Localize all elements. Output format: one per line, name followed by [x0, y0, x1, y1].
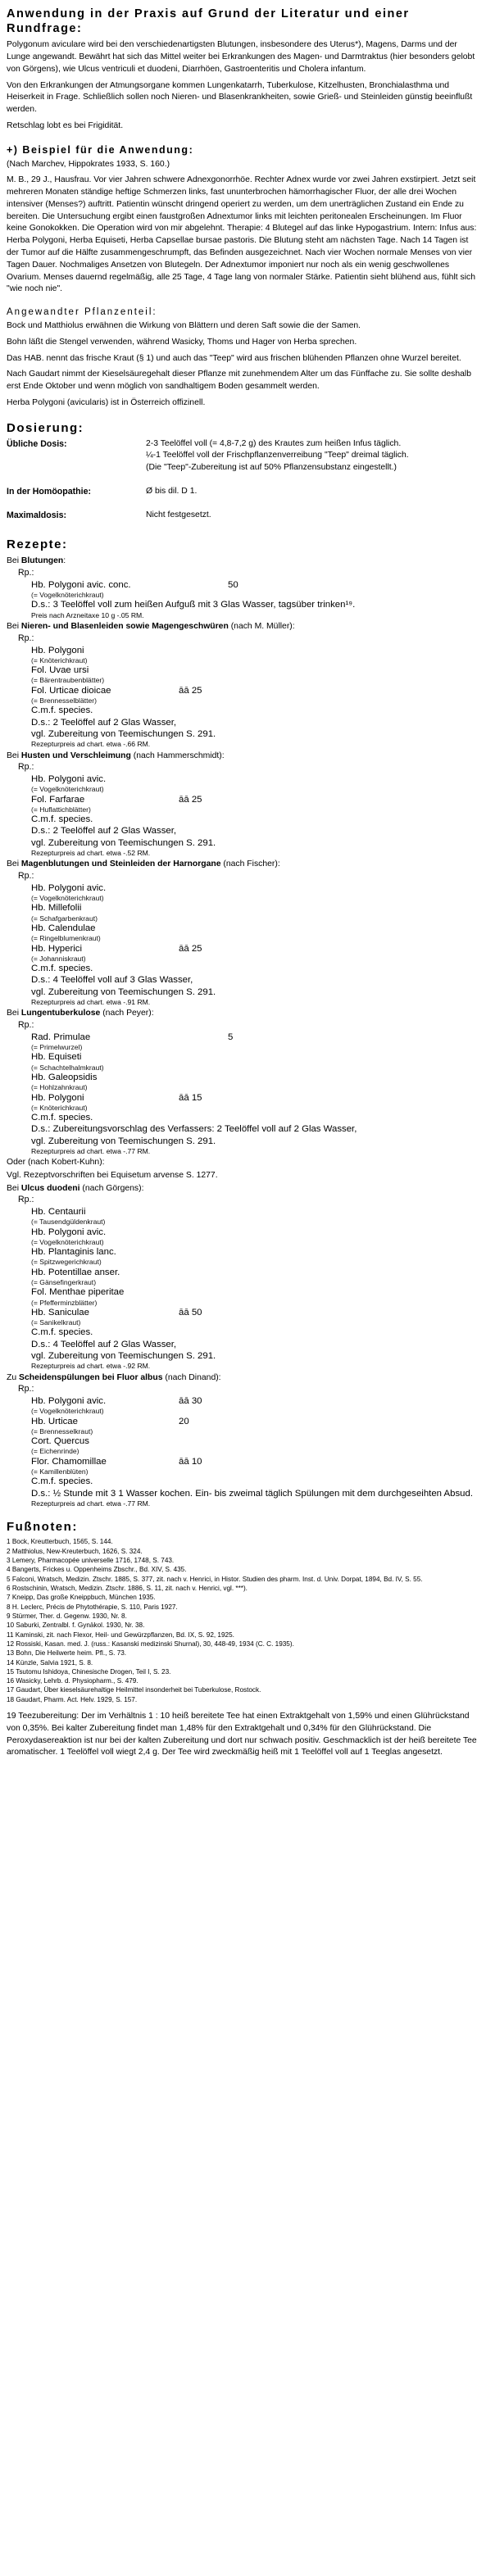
rezepte-heading: Rezepte: [7, 537, 68, 552]
ingredient-quantity [179, 814, 228, 825]
beispiel-source: (Nach Marchev, Hippokrates 1933, S. 160.) [7, 159, 170, 169]
recipe-directions: D.s.: Zubereitungsvorschlag des Verfassers: 2 Teelöffel voll auf 2 Glas Wasser, [31, 1124, 357, 1135]
ingredient-name: Hb. Polygoni [31, 645, 84, 655]
footnote-item: 5 Falconi, Wratsch, Medizin. Ztschr. 1885, S. 377, zit. nach v. Henrici, in Histor. Studien des pharm. Inst. d. Univ. Dorpat, 1894, Bd. IV, S. 55. [7, 1575, 423, 1583]
recipe-rp-label: Rp.: [18, 871, 34, 882]
ingredient-synonym: (= Kamillenblüten) [31, 1467, 89, 1476]
intro-paragraph: Von den Erkrankungen der Atmungsorgane kommen Lungenkatarrh, Tuberkulose, Kitzelhusten, Bronchialasthma und Heiserkeit in Frage. Schließlich sollen noch Nieren- und Blasenkrankheiten, sowie Grieß- und Steinleiden günstig beeinflußt werden. [7, 80, 473, 115]
ingredient-quantity [179, 1327, 228, 1338]
ingredient-amount [228, 664, 277, 676]
recipe-price: Rezepturpreis ad chart. etwa -.77 RM. [31, 1499, 151, 1508]
ingredient-name: Hb. Polygoni avic. [31, 1396, 107, 1407]
ingredient-amount [228, 1435, 277, 1447]
footnote-item: 2 Matthiolus, New-Kreuterbuch, 1626, S. 324. [7, 1547, 143, 1555]
ingredient-name: Hb. Polygoni avic. [31, 1227, 107, 1237]
ingredient-name: C.m.f. species. [31, 1476, 93, 1487]
recipe-indication-bold: Blutungen [20, 556, 64, 566]
ingredient-quantity [179, 1112, 228, 1123]
intro-section [7, 39, 479, 132]
ingredient-name: Hb. Polygoni avic. [31, 774, 107, 785]
dosierung-table [7, 438, 479, 527]
ingredient-quantity [179, 1476, 228, 1487]
recipe-source: (nach Görgens): [79, 1183, 144, 1193]
ingredient-synonym: (= Knöterichkraut) [31, 655, 88, 664]
ingredient-quantity [179, 902, 228, 914]
ingredient-name: C.m.f. species. [31, 964, 93, 974]
recipe-indication-bold: Scheidenspülungen bei Fluor albus [19, 1372, 163, 1382]
dose-row [7, 486, 479, 503]
ingredient-name: Flor. Chamomillae [31, 1456, 107, 1467]
ingredient-amount [228, 1307, 277, 1318]
ingredient-quantity [179, 1032, 228, 1043]
ingredient-synonym: (= Hohlzahnkraut) [31, 1083, 88, 1092]
ingredient-synonym: (= Tausendgüldenkraut) [31, 1218, 106, 1227]
fussnoten-heading: Fußnoten: [7, 1520, 78, 1535]
ingredient-row [31, 1032, 479, 1043]
footnote-item: 17 Gaudart, Über kieselsäurehaltige Heilmittel insonderheit bei Tuberkulose, Rostock. [7, 1686, 261, 1694]
recipe-indication [7, 620, 479, 633]
ingredient-quantity [179, 1246, 228, 1258]
ingredient-amount [228, 923, 277, 934]
recipe-rp-label: Rp.: [18, 568, 34, 578]
ingredient-name: Fol. Uvae ursi [31, 665, 89, 676]
ingredient-amount [228, 1456, 277, 1467]
ingredient-row [31, 1246, 479, 1258]
recipe-directions: D.s.: 4 Teelöffel auf 2 Glas Wasser, [31, 1339, 177, 1349]
footnote-item: 6 Rostschinin, Wratsch, Medizin. Ztschr. 1886, S. 11, zit. nach v. Henrici, vgl. ***). [7, 1585, 248, 1593]
recipe-directions: D.s.: 4 Teelöffel voll auf 3 Glas Wasser, [31, 975, 193, 986]
dose-line: 2-3 Teelöffel voll (= 4,8-7,2 g) des Krautes zum heißen Infus täglich. [146, 438, 402, 448]
ingredient-row [31, 943, 479, 955]
pflanzenteil-paragraph: Das HAB. nennt das frische Kraut (§ 1) und auch das "Teep" wird aus frischen blühenden Pflanzen ohne Wurzel bereitet. [7, 353, 461, 363]
ingredient-name: Hb. Galeopsidis [31, 1072, 98, 1082]
recipe-directions: D.s.: ½ Stunde mit 3 1 Wasser kochen. Ein- bis zweimal täglich Spülungen mit dem durchgeseihten Absud. [31, 1488, 474, 1499]
ingredient-name: Fol. Urticae dioicae [31, 685, 111, 696]
recipe-indication [7, 555, 479, 568]
ingredient-quantity [179, 923, 228, 934]
ingredient-quantity: āā 30 [179, 1396, 202, 1407]
recipe-block [7, 858, 479, 1007]
footnote-item: 16 Wasicky, Lehrb. d. Physiopharm., S. 479. [7, 1677, 139, 1685]
ingredient-amount: 50 [228, 579, 238, 590]
ingredient-synonym: (= Knöterichkraut) [31, 1103, 88, 1112]
recipe-prefix: Bei [7, 751, 21, 760]
ingredient-amount [228, 882, 277, 894]
footnote-item: 12 Rossiski, Kasan. med. J. (russ.: Kasanski medizinski Shurnal), 30, 448-49, 1934 (C. C. 1935). [7, 1639, 294, 1648]
recipe-block [7, 1007, 479, 1181]
ingredient-amount [228, 1395, 277, 1407]
dose-row [7, 438, 479, 479]
recipe-block [7, 620, 479, 749]
ingredient-row [31, 1206, 479, 1218]
ingredient-quantity: āā 10 [179, 1456, 202, 1467]
ingredient-row [31, 882, 479, 894]
recipe-indication-bold: Lungentuberkulose [20, 1009, 101, 1018]
recipe-rp-label: Rp.: [18, 762, 34, 773]
ingredient-synonym: (= Primelwurzel) [31, 1043, 83, 1052]
pflanzenteil-section [7, 320, 479, 410]
recipe-source: : [63, 556, 66, 566]
pflanzenteil-paragraph: Bohn läßt die Stengel verwenden, während Wasicky, Thoms und Hager von Herba sprechen. [7, 337, 357, 347]
ingredient-synonym: (= Vogelknöterichkraut) [31, 1237, 104, 1246]
ingredient-amount [228, 1476, 277, 1487]
recipe-directions: D.s.: 3 Teelöffel voll zum heißen Aufguß mit 3 Glas Wasser, tagsüber trinken¹⁹. [31, 600, 356, 610]
dose-label: In der Homöopathie: [7, 486, 91, 497]
ingredient-quantity [179, 963, 228, 974]
ingredient-synonym: (= Eichenrinde) [31, 1447, 79, 1456]
rezepte-list [7, 555, 479, 1508]
ingredient-quantity [179, 773, 228, 785]
recipe-price: Preis nach Arzneitaxe 10 g -.05 RM. [31, 610, 144, 619]
ingredient-amount [228, 645, 277, 656]
ingredient-quantity [179, 1206, 228, 1218]
footnote-item: 9 Stürmer, Ther. d. Gegenw. 1930, Nr. 8. [7, 1612, 127, 1620]
recipe-rp-label: Rp.: [18, 1020, 34, 1031]
recipe-directions: vgl. Zubereitung von Teemischungen S. 291. [31, 728, 216, 739]
recipe-indication-bold: Husten und Verschleimung [20, 751, 131, 760]
ingredient-name: Hb. Plantaginis lanc. [31, 1247, 116, 1258]
ingredient-synonym: (= Sanikelkraut) [31, 1318, 81, 1327]
recipe-indication-bold: Ulcus duodeni [20, 1183, 80, 1193]
recipe-indication [7, 750, 479, 763]
ingredient-amount [228, 685, 277, 696]
recipe-directions: vgl. Zubereitung von Teemischungen S. 291. [31, 986, 216, 997]
dosierung-heading: Dosierung: [7, 420, 84, 435]
ingredient-row [31, 685, 479, 696]
ingredient-name: Hb. Polygoni avic. conc. [31, 579, 131, 590]
dose-label: Übliche Dosis: [7, 438, 67, 449]
dose-value [146, 510, 479, 522]
footnote-item: 15 Tsutomu Ishidoya, Chinesische Drogen, Teil I, S. 23. [7, 1667, 171, 1676]
ingredient-row [31, 1092, 479, 1104]
recipe-rp-label: Rp.: [18, 633, 34, 643]
recipe-source: (nach Hammerschmidt): [130, 751, 225, 760]
ingredient-quantity [179, 882, 228, 894]
recipe-price: Rezepturpreis ad chart. etwa -.66 RM. [31, 740, 151, 749]
ingredient-synonym: (= Ringelblumenkraut) [31, 934, 101, 943]
ingredient-row [31, 1456, 479, 1467]
ingredient-synonym: (= Spitzwegerichkraut) [31, 1258, 102, 1267]
ingredient-name: C.m.f. species. [31, 705, 93, 716]
footnote-item: 18 Gaudart, Pharm. Act. Helv. 1929, S. 157. [7, 1695, 138, 1703]
ingredient-amount [228, 943, 277, 955]
ingredient-amount [228, 1246, 277, 1258]
recipe-prefix: Bei [7, 1183, 21, 1193]
ingredient-name: Hb. Polygoni avic. [31, 882, 107, 893]
ingredient-quantity [179, 1072, 228, 1083]
ingredient-name: Hb. Saniculae [31, 1307, 89, 1317]
footnote-item: 3 Lemery, Pharmacopée universelle 1716, 1748, S. 743. [7, 1557, 175, 1565]
ingredient-synonym: (= Schachtelhalmkraut) [31, 1063, 104, 1072]
ingredient-synonym: (= Vogelknöterichkraut) [31, 591, 104, 600]
ingredient-quantity: 20 [179, 1416, 189, 1426]
ingredient-name: Hb. Millefolii [31, 903, 82, 914]
ingredient-quantity [179, 645, 228, 656]
recipe-block [7, 1372, 479, 1509]
recipe-price: Rezepturpreis ad chart. etwa -.77 RM. [31, 1146, 151, 1155]
recipe-prefix: Bei [7, 1009, 21, 1018]
ingredient-name: Hb. Centaurii [31, 1207, 86, 1218]
ingredient-row [31, 902, 479, 914]
ingredient-amount [228, 963, 277, 974]
pflanzenteil-paragraph: Nach Gaudart nimmt der Kieselsäuregehalt dieser Pflanze mit zunehmendem Alter um das Fünffache zu. Sie sollte deshalb erst Ende Oktober und wenn möglich von sandhaltigem Boden gesammelt werden. [7, 370, 471, 392]
recipe-prefix: Zu [7, 1372, 20, 1382]
ingredient-synonym: (= Schafgarbenkraut) [31, 914, 98, 923]
dose-line: ¼-1 Teelöffel voll der Frischpflanzenverreibung "Teep" dreimal täglich. [146, 451, 409, 460]
ingredient-row [31, 773, 479, 785]
ingredient-quantity [179, 705, 228, 716]
ingredient-amount [228, 1327, 277, 1338]
beispiel-heading: +) Beispiel für die Anwendung: [7, 143, 194, 156]
intro-paragraph: Polygonum aviculare wird bei den verschiedenartigsten Blutungen, insbesondere des Uterus*), Magens, Darms und der Lunge angewandt. Bewährt hat sich das Mittel weiter bei Erkrankungen des Magen- und Darmtraktus (hier besonders gelobt von Görgens), wie Ulcus ventriculi et duodeni, Diarrhöen, Gastroenteritis und Cholera infantum. [7, 40, 475, 74]
recipe-indication [7, 1372, 479, 1385]
ingredient-synonym: (= Vogelknöterichkraut) [31, 1407, 104, 1416]
dose-value [146, 438, 479, 474]
recipe-indication [7, 1007, 479, 1020]
recipe-directions: vgl. Zubereitung von Teemischungen S. 291. [31, 1350, 216, 1361]
ingredient-amount [228, 902, 277, 914]
recipe-directions: vgl. Zubereitung von Teemischungen S. 291. [31, 1136, 216, 1146]
ingredient-row [31, 814, 479, 825]
recipe-directions: D.s.: 2 Teelöffel auf 2 Glas Wasser, [31, 826, 177, 837]
footnote-item: 7 Kneipp, Das große Kneippbuch, München 1935. [7, 1594, 156, 1602]
ingredient-synonym: (= Gänsefingerkraut) [31, 1277, 97, 1286]
page-title: Anwendung in der Praxis auf Grund der Literatur und einer Rundfrage: [7, 7, 410, 36]
ingredient-row [31, 645, 479, 656]
dose-line: (Die "Teep"-Zubereitung ist auf 50% Pflanzensubstanz eingestellt.) [146, 463, 397, 473]
recipe-source: (nach Dinand): [162, 1372, 221, 1382]
dose-line: Ø bis dil. D 1. [146, 486, 198, 496]
ingredient-synonym: (= Pfefferminzblätter) [31, 1298, 98, 1307]
ingredient-amount [228, 1416, 277, 1427]
ingredient-amount [228, 1267, 277, 1278]
ingredient-quantity [179, 1435, 228, 1447]
ingredient-quantity: āā 25 [179, 685, 202, 696]
ingredient-synonym: (= Brennesselblätter) [31, 696, 98, 705]
ingredient-row [31, 1267, 479, 1278]
recipe-price: Rezepturpreis ad chart. etwa -.91 RM. [31, 997, 151, 1006]
recipe-block [7, 750, 479, 859]
ingredient-row [31, 664, 479, 676]
ingredient-row [31, 794, 479, 805]
ingredient-row [31, 579, 479, 591]
ingredient-synonym: (= Vogelknöterichkraut) [31, 894, 104, 903]
pflanzenteil-paragraph: Bock und Matthiolus erwähnen die Wirkung von Blättern und deren Saft sowie die der Samen. [7, 321, 361, 331]
recipe-extra: Vgl. Rezeptvorschriften bei Equisetum arvense S. 1277. [7, 1171, 218, 1181]
ingredient-amount [228, 814, 277, 825]
ingredient-amount [228, 773, 277, 785]
footnote-item: 4 Bangerts, Frickes u. Oppenheims Zbschr., Bd. XIV, S. 435. [7, 1566, 187, 1574]
ingredient-quantity [179, 1267, 228, 1278]
ingredient-row [31, 1286, 479, 1298]
footnote-item: 8 H. Leclerc, Précis de Phytothérapie, S. 110, Paris 1927. [7, 1603, 178, 1611]
recipe-source: (nach M. Müller): [228, 622, 295, 632]
ingredient-amount [228, 1286, 277, 1298]
ingredient-name: Cort. Quercus [31, 1436, 89, 1447]
recipe-prefix: Bei [7, 859, 21, 869]
recipe-indication-bold: Magenblutungen und Steinleiden der Harnorgane [20, 859, 221, 869]
recipe-block [7, 1182, 479, 1372]
ingredient-row [31, 1327, 479, 1338]
ingredient-row [31, 1112, 479, 1123]
ingredient-row [31, 923, 479, 934]
recipe-indication-bold: Nieren- und Blasenleiden sowie Magengeschwüren [20, 622, 229, 632]
ingredient-name: Hb. Polygoni [31, 1092, 84, 1103]
ingredient-name: Hb. Hyperici [31, 943, 83, 954]
beispiel-text: M. B., 29 J., Hausfrau. Vor vier Jahren schwere Adnexgonorrhöe. Rechter Adnex wurde vor zwei Jahren exstirpiert. Jetzt seit mehreren Monaten ständige heftige Schmerzen links, fast ununterbrochen hämorrhagischer Fluor, der alle drei Wochen intensiver (Menses?) auftritt. Patientin wünscht dringend operiert zu werden, um dem unerträglichen Zustand ein Ende zu bereiten. Die Untersuchung ergibt einen faustgroßen Adnextumor links mit leichten peritonealen Erscheinungen. Im Fluor keine Gonokokken. Die Operation wird von mir abgelehnt. Therapie: 4 Blutegel auf das linke Hypogastrium. Intern: Infus aus: Herba Polygoni, Herba Equiseti, Herba Capsellae bursae pastoris. Die Blutung steht am nächsten Tage. Nach 14 Tagen ist der Tumor auf die Hälfte zusammengeschrumpft, das Befinden ausgezeichnet. Nach vier Wochen normale Menses von vier Tagen Dauer. Nochmaliges Ansetzen von Blutegeln. Der Adnextumor imponiert nur noch als ein wenig geschwollenes Ovarium. Menses dauernd regelmäßig, alle 25 Tage, 4 Tage lang von normaler Stärke. Patientin sieht blühend aus, fühlt sich "wie noch nie". [7, 175, 477, 294]
ingredient-row [31, 1051, 479, 1063]
ingredient-quantity: āā 50 [179, 1307, 202, 1317]
footnote-item: 10 Saburki, Zentralbl. f. Gynäkol. 1930, Nr. 38. [7, 1621, 145, 1630]
footnote-item: 11 Kaminski, zit. nach Flexor, Heil- und Gewürzpflanzen, Bd. IX, S. 92, 1925. [7, 1630, 234, 1639]
ingredient-amount [228, 1072, 277, 1083]
ingredient-amount [228, 705, 277, 716]
ingredient-quantity [179, 1051, 228, 1063]
ingredient-row [31, 1395, 479, 1407]
ingredient-quantity [179, 664, 228, 676]
ingredient-synonym: (= Bärentraubenblätter) [31, 676, 105, 685]
recipe-indication [7, 858, 479, 871]
recipe-prefix: Bei [7, 622, 21, 632]
ingredient-name: Hb. Potentillae anser. [31, 1267, 120, 1277]
ingredient-synonym: (= Brennesselkraut) [31, 1426, 93, 1435]
ingredient-amount [228, 1051, 277, 1063]
ingredient-synonym: (= Huflattichblätter) [31, 805, 91, 814]
fussnoten-list [7, 1537, 479, 1704]
recipe-block [7, 555, 479, 620]
ingredient-row [31, 1476, 479, 1487]
recipe-rp-label: Rp.: [18, 1195, 34, 1205]
recipe-rp-label: Rp.: [18, 1384, 34, 1395]
ingredient-amount [228, 794, 277, 805]
ingredient-quantity: āā 25 [179, 794, 202, 805]
recipe-price: Rezepturpreis ad chart. etwa -.52 RM. [31, 848, 151, 857]
ingredient-amount [228, 1206, 277, 1218]
ingredient-quantity [179, 1286, 228, 1298]
ingredient-synonym: (= Johanniskraut) [31, 954, 86, 963]
ingredient-name: Hb. Equiseti [31, 1052, 82, 1063]
ingredient-row [31, 1307, 479, 1318]
recipe-indication [7, 1182, 479, 1195]
ingredient-row [31, 1072, 479, 1083]
ingredient-name: Hb. Calendulae [31, 923, 96, 933]
ingredient-amount [228, 1112, 277, 1123]
dose-line: Nicht festgesetzt. [146, 510, 211, 519]
recipe-extra: Oder (nach Kobert-Kuhn): [7, 1158, 105, 1168]
intro-paragraph: Retschlag lobt es bei Frigidität. [7, 120, 124, 130]
ingredient-quantity: āā 15 [179, 1092, 202, 1103]
footnote-item: 14 Künzle, Salvia 1921, S. 8. [7, 1658, 93, 1667]
fussnote-19-text: 19 Teezubereitung: Der im Verhältnis 1 : 10 heiß bereitete Tee hat einen Extraktgehalt von 1,59% und einen Glührückstand von 0,35%. Bei kalter Zubereitung findet man 1,48% für den Extraktgehalt und 0,34% für den Glührückstand. Die Peroxydasereaktion ist nur bei der kalten Zubereitung und dort nur schwach positiv. Geschmacklich ist der heiß bereitete Tee aromatischer. 1 Teelöffel voll wiegt 2,4 g. Der Tee wird zweckmäßig heiß mit 1 Teelöffel voll auf 1 Teeglas angesetzt. [7, 1712, 477, 1757]
ingredient-quantity: āā 25 [179, 943, 202, 954]
ingredient-name: C.m.f. species. [31, 1113, 93, 1123]
footnote-item: 1 Bock, Kreutterbuch, 1565, S. 144. [7, 1538, 113, 1546]
ingredient-amount [228, 1227, 277, 1238]
ingredient-name: Fol. Menthae piperitae [31, 1287, 125, 1298]
pflanzenteil-heading: Angewandter Pflanzenteil: [7, 307, 157, 318]
ingredient-synonym: (= Vogelknöterichkraut) [31, 785, 104, 794]
ingredient-name: C.m.f. species. [31, 1327, 93, 1338]
pflanzenteil-paragraph: Herba Polygoni (avicularis) ist in Österreich offizinell. [7, 397, 206, 407]
ingredient-amount [228, 1092, 277, 1104]
recipe-directions: D.s.: 2 Teelöffel auf 2 Glas Wasser, [31, 717, 177, 728]
recipe-prefix: Bei [7, 556, 21, 566]
ingredient-row [31, 1416, 479, 1427]
ingredient-row [31, 705, 479, 716]
footnote-item: 13 Bohn, Die Heilwerte heim. Pfl., S. 73. [7, 1649, 127, 1658]
ingredient-quantity [179, 579, 228, 591]
ingredient-name: Rad. Primulae [31, 1032, 91, 1042]
ingredient-row [31, 963, 479, 974]
ingredient-name: Hb. Urticae [31, 1416, 78, 1426]
recipe-price: Rezepturpreis ad chart. etwa -.92 RM. [31, 1362, 151, 1371]
recipe-source: (nach Fischer): [220, 859, 280, 869]
ingredient-row [31, 1227, 479, 1238]
ingredient-quantity [179, 1227, 228, 1238]
ingredient-amount: 5 [228, 1032, 234, 1042]
recipe-directions: vgl. Zubereitung von Teemischungen S. 291. [31, 837, 216, 848]
ingredient-row [31, 1435, 479, 1447]
ingredient-name: C.m.f. species. [31, 814, 93, 825]
dose-label: Maximaldosis: [7, 510, 67, 520]
recipe-source: (nach Peyer): [100, 1009, 154, 1018]
dose-value [146, 486, 479, 498]
ingredient-name: Fol. Farfarae [31, 794, 85, 805]
dose-row [7, 510, 479, 527]
